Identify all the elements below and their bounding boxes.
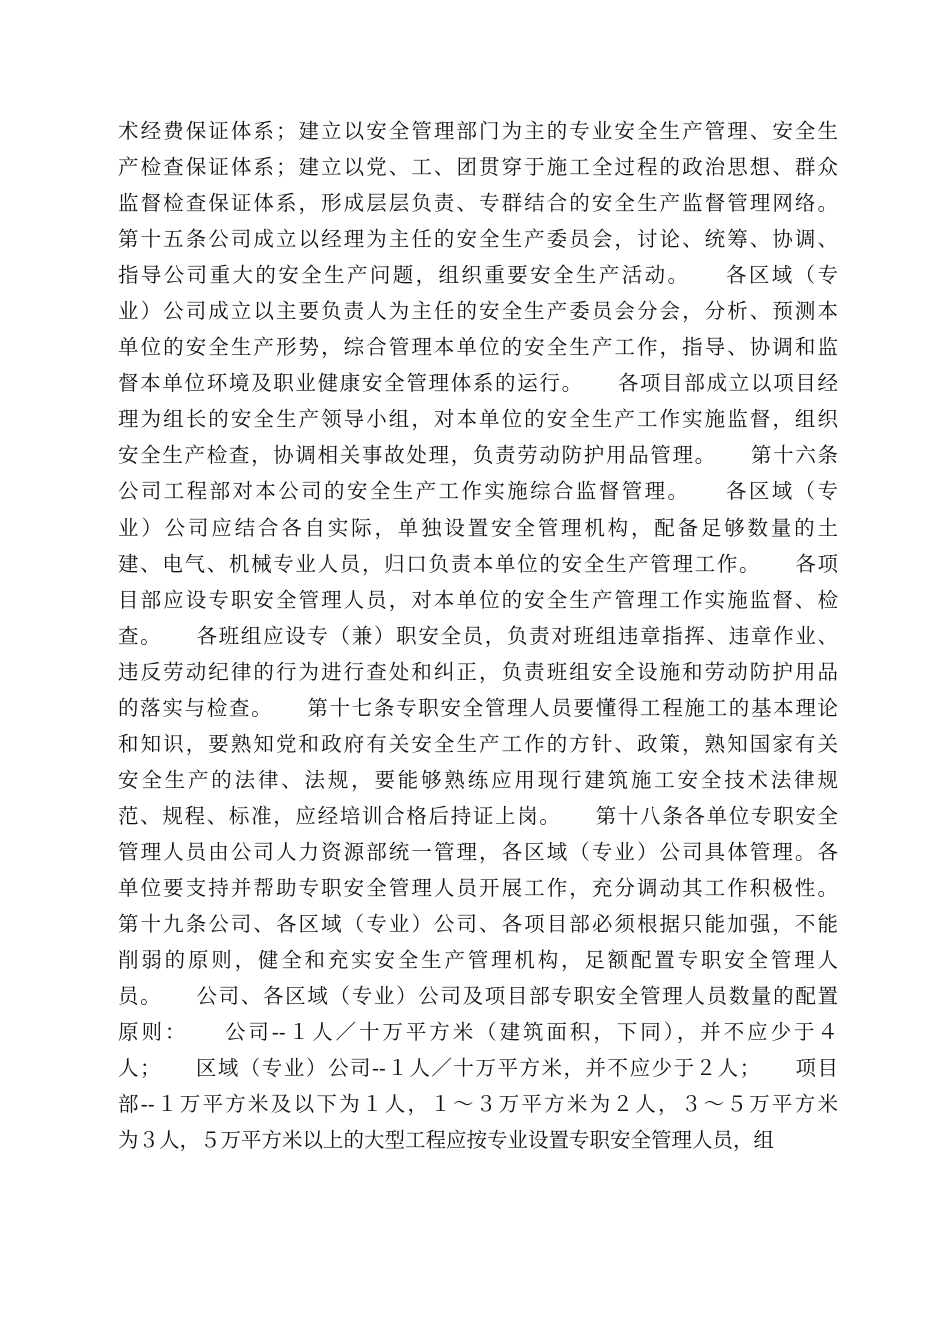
text-line: 削弱的原则，健全和充实安全生产管理机构，足额配置专职安全管理人	[118, 948, 838, 973]
text-line: 第十九条公司、各区域（专业）公司、各项目部必须根据只能加强，不能	[118, 912, 838, 937]
text-line: 监督检查保证体系，形成层层负责、专群结合的安全生产监督管理网络。	[118, 191, 838, 216]
text-line: 管理人员由公司人力资源部统一管理，各区域（专业）公司具体管理。各	[118, 839, 838, 864]
text-line: 安全生产的法律、法规，要能够熟练应用现行建筑施工安全技术法律规	[118, 767, 838, 792]
text-line: 业）公司成立以主要负责人为主任的安全生产委员会分会，分析、预测本	[118, 299, 838, 324]
text-line: 部--１万平方米及以下为１人，１～３万平方米为２人，３～５万平方米	[118, 1092, 838, 1117]
text-line: 产检查保证体系；建立以党、工、团贯穿于施工全过程的政治思想、群众	[118, 155, 838, 180]
text-line: 范、规程、标准，应经培训合格后持证上岗。 第十八条各单位专职安全	[118, 803, 838, 828]
text-line: 人； 区域（专业）公司--１人／十万平方米，并不应少于２人； 项目	[118, 1056, 838, 1081]
text-line: 的落实与检查。 第十七条专职安全管理人员要懂得工程施工的基本理论	[118, 695, 838, 720]
text-line: 督本单位环境及职业健康安全管理体系的运行。 各项目部成立以项目经	[118, 371, 838, 396]
text-line: 术经费保证体系；建立以安全管理部门为主的专业安全生产管理、安全生	[118, 119, 838, 143]
text-line: 单位的安全生产形势，综合管理本单位的安全生产工作，指导、协调和监	[118, 335, 838, 360]
text-line: 和知识，要熟知党和政府有关安全生产工作的方针、政策，熟知国家有关	[118, 731, 838, 756]
text-line: 指导公司重大的安全生产问题，组织重要安全生产活动。 各区域（专	[118, 263, 838, 288]
text-line: 安全生产检查，协调相关事故处理，负责劳动防护用品管理。 第十六条	[118, 443, 838, 468]
text-line: 原则： 公司--１人／十万平方米（建筑面积，下同），并不应少于４	[118, 1020, 838, 1045]
text-line: 建、电气、机械专业人员，归口负责本单位的安全生产管理工作。 各项	[118, 551, 838, 576]
text-line: 业）公司应结合各自实际，单独设置安全管理机构，配备足够数量的土	[118, 515, 838, 540]
text-line: 为３人，５万平方米以上的大型工程应按专业设置专职安全管理人员，组	[118, 1128, 774, 1153]
text-line: 单位要支持并帮助专职安全管理人员开展工作，充分调动其工作积极性。	[118, 875, 838, 900]
text-line: 查。 各班组应设专（兼）职安全员，负责对班组违章指挥、违章作业、	[118, 623, 838, 648]
text-line: 违反劳动纪律的行为进行查处和纠正，负责班组安全设施和劳动防护用品	[118, 659, 838, 684]
text-line: 员。 公司、各区域（专业）公司及项目部专职安全管理人员数量的配置	[118, 984, 838, 1009]
body-text	[118, 113, 838, 1158]
text-line: 公司工程部对本公司的安全生产工作实施综合监督管理。 各区域（专	[118, 479, 838, 504]
text-line: 第十五条公司成立以经理为主任的安全生产委员会，讨论、统筹、协调、	[118, 227, 838, 252]
text-line: 目部应设专职安全管理人员，对本单位的安全生产管理工作实施监督、检	[118, 587, 838, 612]
text-line: 理为组长的安全生产领导小组，对本单位的安全生产工作实施监督，组织	[118, 407, 838, 432]
